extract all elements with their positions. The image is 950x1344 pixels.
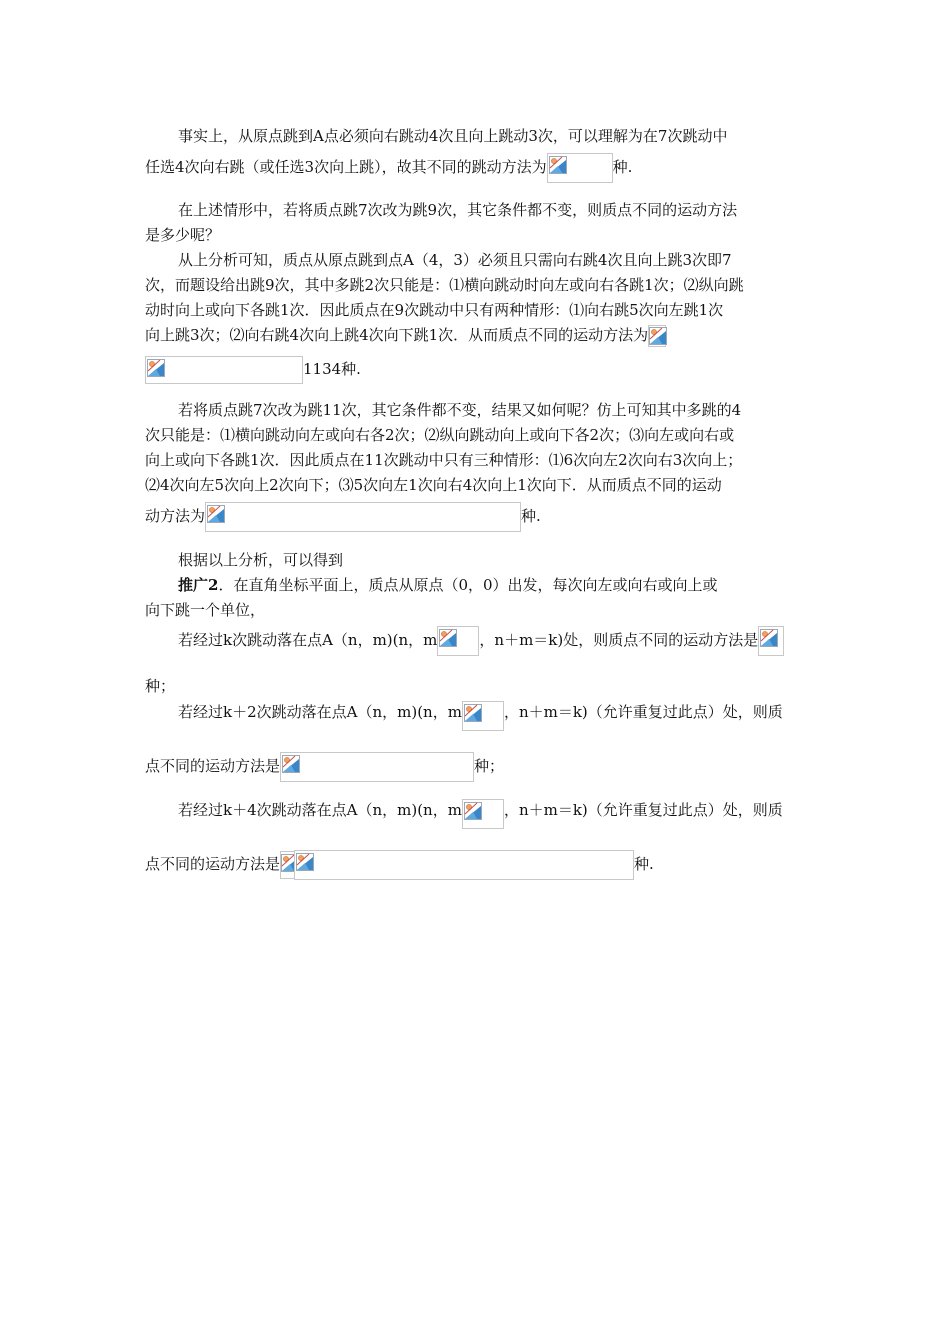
- text-line: 从上分析可知，质点从原点跳到点A（4，3）必须且只需向右跳4次且向上跳3次即7: [178, 251, 732, 269]
- text-line: [178, 700, 783, 724]
- text-line: 种；: [145, 677, 176, 695]
- broken-image-icon: [464, 704, 482, 722]
- text-line: 向上或向下各跳1次．因此质点在11次跳动中只有三种情形：⑴6次向左2次向右3次向上；: [145, 451, 743, 469]
- broken-image-icon: [296, 853, 314, 871]
- formula-image: [205, 502, 521, 532]
- text-span: 1134种.: [303, 360, 361, 378]
- text-span: 种.: [612, 158, 633, 176]
- text-span: 若经过k＋4次跳动落在点A（n，m)(n，m: [178, 801, 462, 819]
- text-line: [145, 752, 504, 776]
- broken-image-icon: [439, 629, 457, 647]
- text-line: [145, 502, 541, 526]
- text-span: ，n＋m＝k)（允许重复过此点）处，则质: [503, 703, 783, 721]
- formula-image: [462, 701, 504, 731]
- text-line: [145, 356, 361, 380]
- formula-image: [294, 850, 634, 880]
- broken-image-icon: [147, 359, 165, 377]
- text-line: [145, 850, 654, 874]
- formula-image: [758, 626, 784, 656]
- text-line: 次，而题设给出跳9次，其中多跳2次只能是：⑴横向跳动时向左或向右各跳1次；⑵纵向跳: [145, 276, 744, 294]
- text-span: 种；: [474, 757, 505, 775]
- text-line: [178, 573, 718, 597]
- text-span: ．在直角坐标平面上，质点从原点（0，0）出发，每次向左或向右或向上或: [218, 576, 718, 594]
- text-span: ，n＋m＝k)处，则质点不同的运动方法是: [479, 631, 759, 649]
- text-line: ⑵4次向左5次向上2次向下；⑶5次向左1次向右4次向上1次向下．从而质点不同的运动: [145, 476, 722, 494]
- broken-image-icon: [549, 156, 567, 174]
- formula-image: [280, 851, 294, 879]
- text-line: [145, 323, 666, 347]
- text-line: 次只能是：⑴横向跳动向左或向右各2次；⑵纵向跳动向上或向下各2次；⑶向左或向右或: [145, 426, 735, 444]
- formula-image: [145, 356, 303, 384]
- text-span: 种.: [634, 855, 654, 873]
- text-span: 若经过k＋2次跳动落在点A（n，m)(n，m: [178, 703, 462, 721]
- text-span: 向上跳3次；⑵向右跳4次向上跳4次向下跳1次．从而质点不同的运动方法为: [145, 326, 649, 344]
- formula-image: [547, 153, 613, 183]
- text-span: 若经过k次跳动落在点A（n，m)(n，m: [178, 631, 438, 649]
- text-span: 种.: [521, 507, 541, 525]
- broken-image-icon: [207, 505, 225, 523]
- text-span: 点不同的运动方法是: [145, 855, 281, 873]
- text-line: 动时向上或向下各跳1次．因此质点在9次跳动中只有两种情形：⑴向右跳5次向左跳1次: [145, 301, 724, 319]
- text-line: 事实上，从原点跳到A点必须向右跳动4次且向上跳动3次，可以理解为在7次跳动中: [178, 127, 728, 145]
- text-span: 点不同的运动方法是: [145, 757, 281, 775]
- formula-image: [437, 626, 479, 656]
- formula-image: [648, 325, 666, 347]
- formula-image: [462, 799, 504, 829]
- broken-image-icon: [464, 802, 482, 820]
- text-line: 若将质点跳7次改为跳11次，其它条件都不变，结果又如何呢？仿上可知其中多跳的4: [178, 401, 742, 419]
- text-line: [145, 153, 632, 177]
- broken-image-icon: [282, 755, 300, 773]
- broken-image-icon: [649, 327, 667, 345]
- text-line: 在上述情形中，若将质点跳7次改为跳9次，其它条件都不变，则质点不同的运动方法: [178, 201, 738, 219]
- text-line: 根据以上分析，可以得到: [178, 551, 344, 569]
- text-line: 向下跳一个单位，: [145, 601, 266, 619]
- text-span: 任选4次向右跳（或任选3次向上跳），故其不同的跳动方法为: [145, 158, 547, 176]
- text-line: 是多少呢？: [145, 226, 221, 244]
- text-line: [178, 626, 784, 650]
- theorem-label: 推广2: [178, 576, 219, 594]
- formula-image: [280, 752, 474, 782]
- broken-image-icon: [760, 629, 778, 647]
- text-line: [178, 798, 783, 822]
- text-span: ，n＋m＝k)（允许重复过此点）处，则质: [503, 801, 783, 819]
- text-span: 动方法为: [145, 507, 206, 525]
